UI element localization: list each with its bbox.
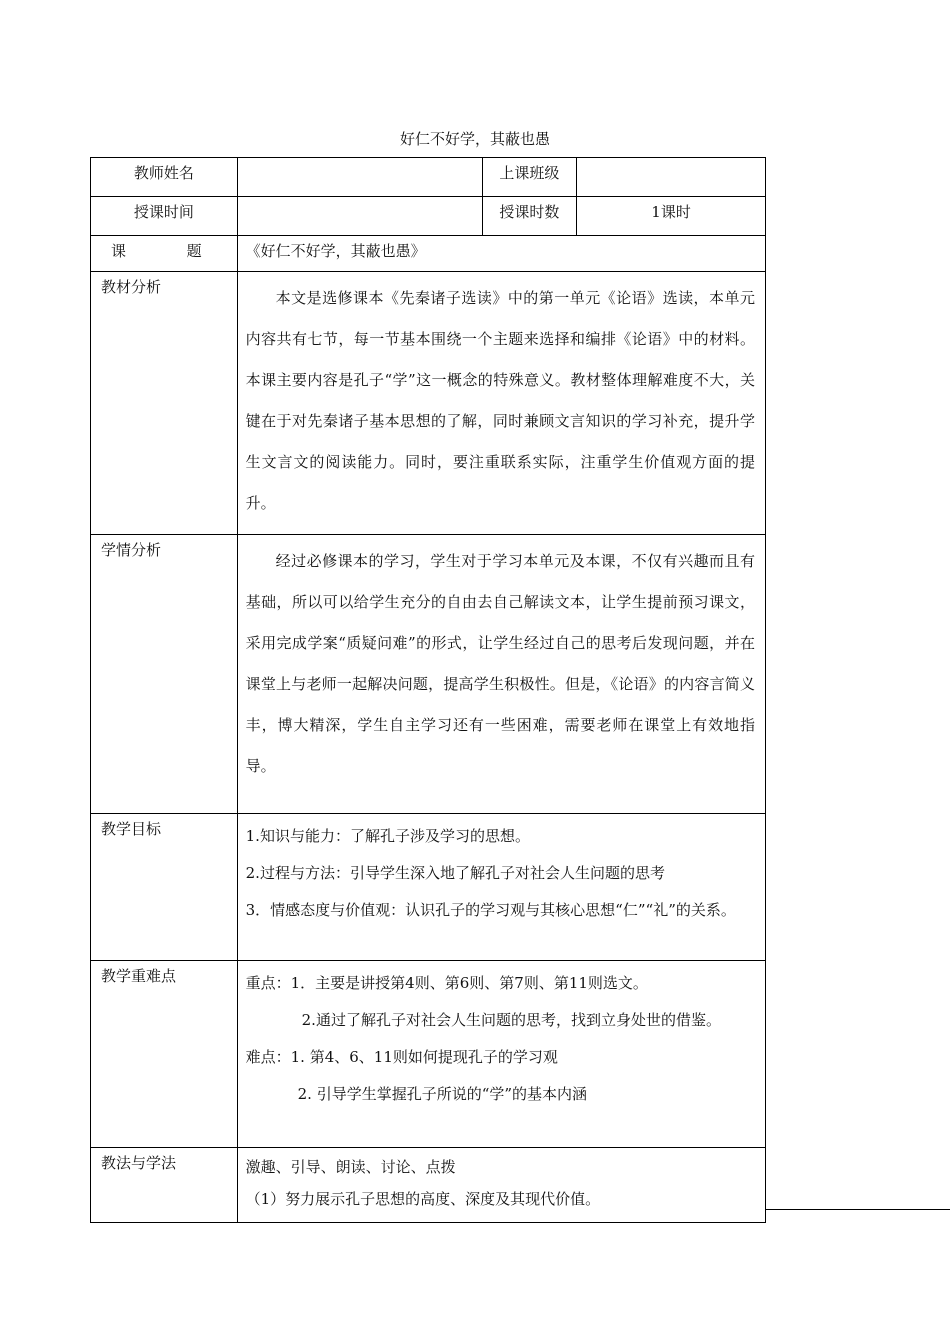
table-row-topic bbox=[91, 236, 766, 272]
teacher-name-label: 教师姓名 bbox=[133, 164, 194, 182]
goal-item: 2.过程与方法：引导学生深入地了解孔子对社会人生问题的思考 bbox=[245, 864, 665, 882]
method-item: （1）努力展示孔子思想的高度、深度及其现代价值。 bbox=[245, 1190, 601, 1208]
table-bottom-extension-line bbox=[766, 1209, 950, 1210]
teaching-goals-list bbox=[238, 814, 765, 935]
teaching-hours-label: 授课时数 bbox=[499, 203, 560, 221]
key-point-item: 2.通过了解孔子对社会人生问题的思考，找到立身处世的借鉴。 bbox=[301, 1011, 721, 1029]
topic-label-char-2: 题 bbox=[186, 242, 202, 260]
table-row-methods bbox=[91, 1148, 766, 1223]
topic-label bbox=[91, 236, 237, 262]
methods-list bbox=[238, 1148, 765, 1222]
teaching-goals-label: 教学目标 bbox=[101, 820, 162, 838]
key-points-list bbox=[238, 961, 765, 1119]
key-point-item: 重点：1．主要是讲授第4则、第6则、第7则、第11则选文。 bbox=[245, 974, 648, 992]
material-analysis-text: 本文是选修课本《先秦诸子选读》中的第一单元《论语》选读，本单元内容共有七节，每一节基本围绕一个主题来选择和编排《论语》中的材料。本课主要内容是孔子“学”这一概念的特殊意义。教材整体理解难度不大，关键在于对先秦诸子基本思想的了解，同时兼顾文言知识的学习补充，提升学生文言文的阅读能力。同时，要注重联系实际，注重学生价值观方面的提升。 bbox=[245, 289, 755, 512]
topic-label-char-1: 课 bbox=[111, 242, 127, 260]
table-row-teacher bbox=[91, 158, 766, 197]
class-label: 上课班级 bbox=[499, 164, 560, 182]
methods-label: 教法与学法 bbox=[101, 1154, 177, 1172]
lesson-plan-table bbox=[90, 157, 766, 1223]
table-row-time bbox=[91, 197, 766, 236]
key-point-item: 2. 引导学生掌握孔子所说的“学”的基本内涵 bbox=[297, 1085, 588, 1103]
class-value bbox=[577, 158, 765, 162]
topic-value: 《好仁不好学，其蔽也愚》 bbox=[245, 242, 426, 260]
student-analysis-text: 经过必修课本的学习，学生对于学习本单元及本课，不仅有兴趣而且有基础，所以可以给学生充分的自由去自己解读文本，让学生提前预习课文，采用完成学案“质疑问难”的形式，让学生经过自己的思考后发现问题，并在课堂上与老师一起解决问题，提高学生积极性。但是，《论语》的内容言简义丰，博大精深，学生自主学习还有一些困难，需要老师在课堂上有效地指导。 bbox=[245, 552, 755, 775]
teaching-time-label: 授课时间 bbox=[133, 203, 194, 221]
teaching-time-value bbox=[238, 197, 482, 201]
key-points-label: 教学重难点 bbox=[101, 967, 177, 985]
teacher-name-value bbox=[238, 158, 482, 162]
method-item: 激趣、引导、朗读、讨论、点拨 bbox=[245, 1158, 456, 1176]
table-row-goals bbox=[91, 814, 766, 961]
material-analysis-label: 教材分析 bbox=[101, 278, 162, 296]
goal-item: 1.知识与能力：了解孔子涉及学习的思想。 bbox=[245, 827, 530, 845]
goal-item: 3．情感态度与价值观：认识孔子的学习观与其核心思想“仁”“礼”的关系。 bbox=[245, 901, 736, 919]
table-row-material bbox=[91, 272, 766, 535]
table-row-students bbox=[91, 535, 766, 814]
student-analysis-label: 学情分析 bbox=[101, 541, 162, 559]
teaching-hours-value: 1课时 bbox=[651, 203, 691, 221]
key-point-item: 难点：1. 第4、6、11则如何提现孔子的学习观 bbox=[245, 1048, 558, 1066]
table-row-key-points bbox=[91, 961, 766, 1148]
document-title: 好仁不好学，其蔽也愚 bbox=[399, 130, 550, 148]
